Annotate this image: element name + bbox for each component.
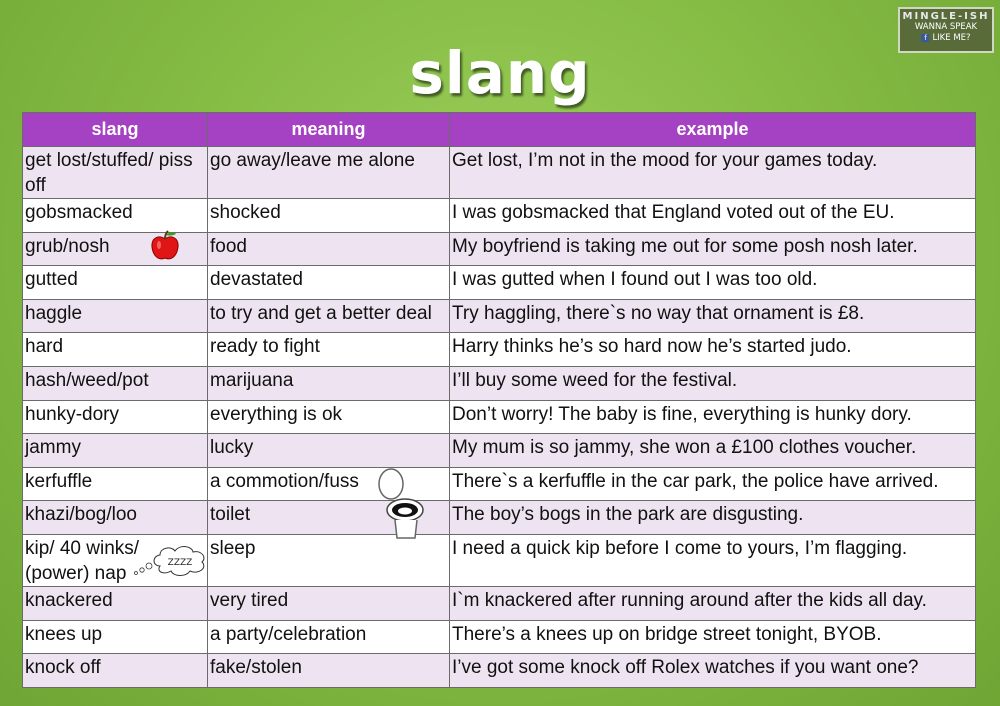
table-row — [23, 654, 976, 688]
sleep-bubble-icon — [132, 540, 210, 582]
cell-example: Harry thinks he’s so hard now he’s started judo. — [450, 333, 976, 367]
cell-example: My mum is so jammy, she won a £100 clothes voucher. — [450, 434, 976, 468]
cell-meaning: lucky — [208, 434, 450, 468]
cell-slang: hunky-dory — [23, 400, 208, 434]
cell-example: I’ll buy some weed for the festival. — [450, 366, 976, 400]
logo-line1: WANNA SPEAK — [914, 22, 978, 32]
table-row — [23, 501, 976, 535]
cell-slang: hash/weed/pot — [23, 366, 208, 400]
cell-meaning: ready to fight — [208, 333, 450, 367]
logo-brand: MINGLE-ISH — [902, 11, 990, 22]
cell-slang: gutted — [23, 266, 208, 300]
cell-slang: jammy — [23, 434, 208, 468]
cell-example: There`s a kerfuffle in the car park, the police have arrived. — [450, 467, 976, 501]
table-row — [23, 586, 976, 620]
cell-slang: khazi/bog/loo — [23, 501, 208, 535]
cell-example: The boy’s bogs in the park are disgusting. — [450, 501, 976, 535]
cell-example: I need a quick kip before I come to yours, I’m flagging. — [450, 534, 976, 586]
cell-example: I was gutted when I found out I was too old. — [450, 266, 976, 300]
table-row — [23, 467, 976, 501]
cell-meaning: food — [208, 232, 450, 266]
table-row — [23, 147, 976, 199]
cell-meaning: go away/leave me alone — [208, 147, 450, 199]
cell-slang: knock off — [23, 654, 208, 688]
table-row — [23, 400, 976, 434]
column-header-slang: slang — [23, 113, 208, 147]
cell-meaning: everything is ok — [208, 400, 450, 434]
cell-meaning: a party/celebration — [208, 620, 450, 654]
cell-example: I was gobsmacked that England voted out of the EU. — [450, 199, 976, 233]
table-row — [23, 299, 976, 333]
table-row — [23, 434, 976, 468]
cell-meaning: sleep — [208, 534, 450, 586]
brand-logo[interactable] — [898, 7, 994, 53]
cell-slang: knackered — [23, 586, 208, 620]
cell-example: Get lost, I’m not in the mood for your games today. — [450, 147, 976, 199]
cell-slang: get lost/stuffed/ piss off — [23, 147, 208, 199]
cell-slang: haggle — [23, 299, 208, 333]
cell-meaning: to try and get a better deal — [208, 299, 450, 333]
cell-slang: gobsmacked — [23, 199, 208, 233]
cell-meaning: devastated — [208, 266, 450, 300]
table-row — [23, 199, 976, 233]
cell-meaning: fake/stolen — [208, 654, 450, 688]
cell-slang: grub/nosh — [23, 232, 208, 266]
cell-meaning: a commotion/fuss — [208, 467, 450, 501]
cell-example: I’ve got some knock off Rolex watches if you want one? — [450, 654, 976, 688]
apple-icon — [150, 230, 180, 262]
column-header-example: example — [450, 113, 976, 147]
cell-slang: knees up — [23, 620, 208, 654]
cell-example: There’s a knees up on bridge street tonight, BYOB. — [450, 620, 976, 654]
logo-line2: LIKE ME? — [932, 33, 971, 43]
page-title: slang — [409, 39, 591, 107]
table-header-row — [23, 113, 976, 147]
bubble-text: ZZZZ — [167, 558, 193, 568]
cell-example: I`m knackered after running around after the kids all day. — [450, 586, 976, 620]
cell-slang: kip/ 40 winks/ (power) nap — [23, 534, 208, 586]
cell-slang: hard — [23, 333, 208, 367]
table-row — [23, 620, 976, 654]
cell-example: Don’t worry! The baby is fine, everything is hunky dory. — [450, 400, 976, 434]
cell-meaning: marijuana — [208, 366, 450, 400]
cell-example: Try haggling, there`s no way that ornament is £8. — [450, 299, 976, 333]
column-header-meaning: meaning — [208, 113, 450, 147]
table-row — [23, 366, 976, 400]
cell-example: My boyfriend is taking me out for some posh nosh later. — [450, 232, 976, 266]
cell-meaning: very tired — [208, 586, 450, 620]
table-row — [23, 266, 976, 300]
cell-slang: kerfuffle — [23, 467, 208, 501]
cell-meaning: shocked — [208, 199, 450, 233]
toilet-icon — [377, 468, 427, 540]
slang-table — [22, 112, 976, 688]
facebook-icon: f — [921, 34, 929, 42]
table-row — [23, 333, 976, 367]
cell-meaning: toilet — [208, 501, 450, 535]
